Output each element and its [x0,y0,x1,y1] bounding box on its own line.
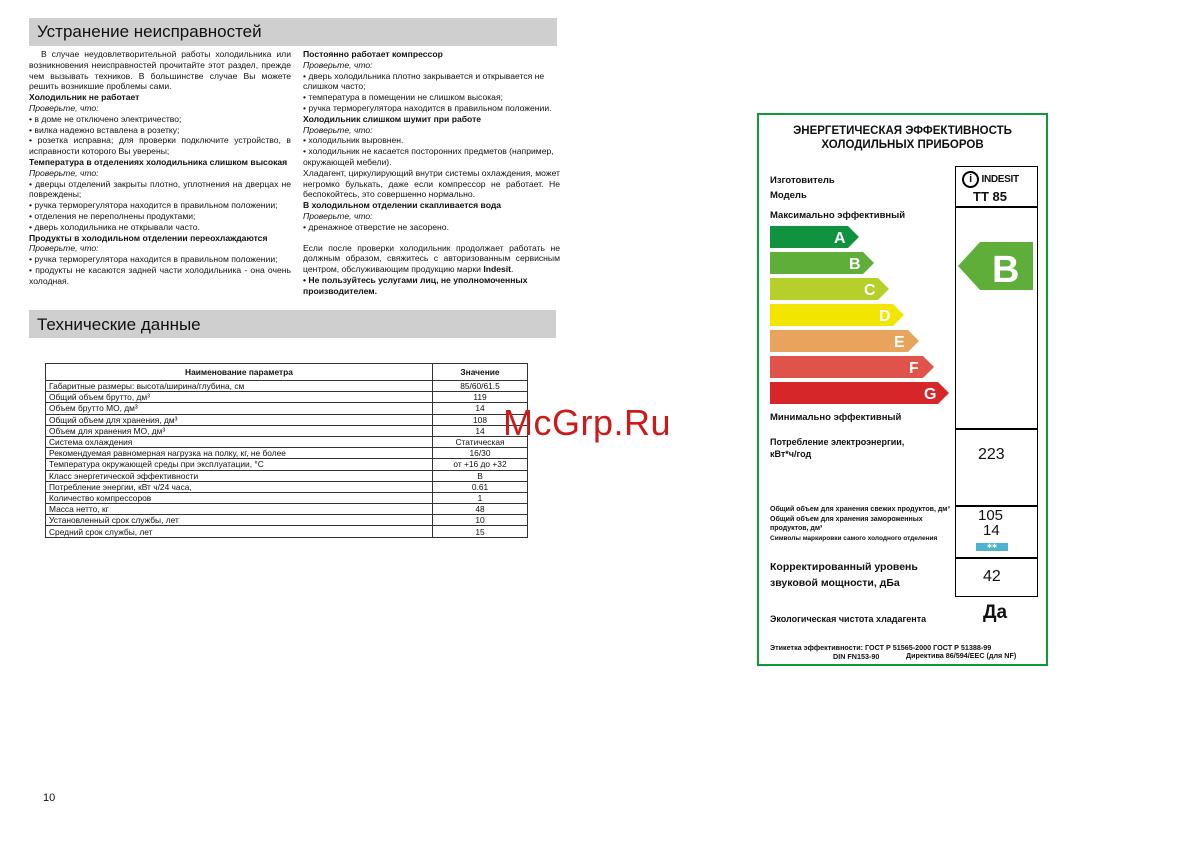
list-item: • дверь холодильника не открывали часто. [29,221,200,232]
list-item: • ручка терморегулятора находится в правильном положении; [29,200,278,211]
energy-label [757,113,1048,666]
check-label: Проверьте, что: [29,102,99,113]
indesit-logo [962,171,1019,188]
class-letter: E [894,334,905,351]
class-bar-g [770,382,950,404]
class-bar-e [770,330,920,352]
class-bar-c [770,278,890,300]
param-cell: Габаритные размеры: высота/ширина/глубина, см [46,381,433,392]
energy-label-title [759,124,1046,152]
param-cell: Объем брутто МО, дм³ [46,403,433,414]
energy-consumption-text: Потребление электроэнергии, [770,437,905,447]
list-item: • дверь холодильника плотно закрывается и открывается не слишком часто; [303,70,545,92]
noise-label-line-2: звуковой мощности, дБа [770,577,900,589]
value-cell: от +16 до +32 [433,459,528,470]
tech-table-body [46,381,528,538]
value-cell: 15 [433,526,528,537]
value-cell: 16/30 [433,448,528,459]
footer-line-2 [770,652,1040,661]
table-row [46,492,528,503]
param-cell: Рекомендуемая равномерная нагрузка на полку, кг, не более [46,448,433,459]
table-row [46,381,528,392]
brand-box [955,166,1038,208]
param-cell: Количество компрессоров [46,492,433,503]
class-letter: G [924,386,937,403]
param-cell: Общий объем для хранения, дм³ [46,414,433,425]
list-item: • ручка терморегулятора находится в правильном положении. [303,102,552,113]
model-value: TT 85 [973,189,1007,204]
value-cell: 119 [433,392,528,403]
label-footer [770,643,1040,661]
table-row [46,504,528,515]
compressor-heading: Постоянно работает компрессор [303,49,443,59]
list-item: • продукты не касаются задней части холодильника - она очень холодная. [29,264,291,286]
class-letter: A [834,230,846,247]
value-cell: 85/60/61.5 [433,381,528,392]
intro-text: В случае неудовлетворительной работы холодильника или возникновения неисправностей прочитайте этот раздел, прежде чем вызывать техников. В большинстве случае Вы можете решить возникшие проблемы сами. [29,49,291,92]
value-cell: 0.61 [433,481,528,492]
list-item: • ручка терморегулятора находится в правильном положении; [29,254,278,265]
model-label: Модель [770,190,807,201]
service-note-text: Если после проверки холодильник продолжает работать не должным образом, свяжитесь с авторизованным сервисным центром, обслуживающим продукцию марки [303,242,560,275]
table-row [46,481,528,492]
fresh-volume-value: 105 [978,507,1004,524]
table-row [46,414,528,425]
param-cell: Класс энергетической эффективности [46,470,433,481]
param-cell: Общий объем брутто, дм³ [46,392,433,403]
rating-letter: B [992,249,1020,290]
list-item: • дверцы отделений закрыты плотно, уплотнения на дверцах не повреждены; [29,178,291,200]
noise-box [955,557,1038,597]
table-row [46,448,528,459]
footer-standards: Этикетка эффективности: ГОСТ Р 51565-2000 ГОСТ Р 51388-99 [770,643,992,652]
footer-directive: Директива 86/594/EEC (для NF) [906,651,1017,660]
value-cell: 48 [433,504,528,515]
service-note: Если после проверки холодильник продолжает работать не должным образом, свяжитесь с авторизованным сервисным центром, обслуживающим продукцию марки Indesit. [303,242,560,275]
brand-name: Indesit [483,264,512,275]
energy-unit-text: кВт*ч/год [770,449,812,459]
maker-label: Изготовитель [770,175,835,186]
symbols-label: Символы маркировки самого холодного отделения [770,534,938,542]
min-efficiency-label: Минимально эффективный [770,412,902,423]
table-row [46,459,528,470]
water-heading: В холодильном отделении скапливается вода [303,200,502,211]
check-label: Проверьте, что: [29,243,99,254]
col-value-header: Значение [433,364,528,381]
class-bar-d [770,304,905,326]
noise-heading: Холодильник слишком шумит при работе [303,113,482,124]
list-item: • в доме не отключено электричество; [29,113,182,124]
troubleshooting-col-left [29,49,291,287]
brand-logo-text: INDESIT [981,174,1019,185]
list-item: • отделения не переполнены продуктами; [29,210,196,221]
class-letter: C [864,282,876,299]
check-label: Проверьте, что: [303,59,373,70]
value-cell: Статическая [433,436,528,447]
volume-labels [770,505,952,543]
frozen-volume-label: Общий объем для хранения замороженных продуктов, дм³ [770,515,923,532]
energy-value-box [955,428,1038,507]
table-row [46,403,528,414]
value-cell: B [433,470,528,481]
param-cell: Потребление энергии, кВт ч/24 часа, [46,481,433,492]
not-working-heading: Холодильник не работает [29,92,140,103]
title-line-1: ЭНЕРГЕТИЧЕСКАЯ ЭФФЕКТИВНОСТЬ [793,125,1012,137]
overcool-heading: Продукты в холодильном отделении переохлаждаются [29,232,268,243]
value-cell: 10 [433,515,528,526]
troubleshooting-col-right [303,49,560,297]
list-item: • розетка исправна; для проверки подключите устройство, в исправности которого Вы уверены; [29,135,291,157]
noise-label [770,559,918,591]
eco-value: Да [983,602,1008,623]
watermark: McGrp.Ru [503,402,672,443]
title-line-2: ХОЛОДИЛЬНЫХ ПРИБОРОВ [821,139,984,151]
frozen-volume-value: 14 [983,522,1000,539]
class-bar-shape [770,226,859,248]
class-letter: B [849,256,861,273]
tech-title: Технические данные [37,315,201,334]
table-row [46,392,528,403]
check-label: Проверьте, что: [303,124,373,135]
class-letter: F [909,360,919,377]
param-cell: Установленный срок службы, лет [46,515,433,526]
troubleshooting-title: Устранение неисправностей [37,22,262,41]
table-row [46,515,528,526]
param-cell: Объем для хранения МО, дм³ [46,425,433,436]
table-row [46,470,528,481]
energy-value: 223 [978,446,1005,463]
table-row [46,425,528,436]
param-cell: Масса нетто, кг [46,504,433,515]
list-item: • холодильник выровнен. [303,135,404,146]
noise-value: 42 [983,568,1001,585]
eco-label: Экологическая чистота хладагента [770,614,927,624]
class-letter: D [879,308,891,325]
rating-arrow [958,242,1033,290]
tech-table [45,363,528,538]
table-header-row [46,364,528,381]
class-bar-b [770,252,875,274]
max-efficiency-label: Максимально эффективный [770,210,906,221]
value-cell: 14 [433,403,528,414]
footer-din: DIN FN153-90 [833,652,880,661]
class-bar-f [770,356,935,378]
page-number: 10 [43,792,56,804]
rating-box [955,206,1038,430]
energy-consumption-label [770,436,904,460]
col-param-header: Наименование параметра [46,364,433,381]
param-cell: Средний срок службы, лет [46,526,433,537]
fresh-volume-label: Общий объем для хранения свежих продуктов, дм³ [770,506,950,513]
volume-box [955,505,1038,559]
troubleshooting-header [29,18,557,46]
list-item: • холодильник не касается посторонних предметов (например, окружающей мебели). [303,146,554,167]
list-item: • дренажное отверстие не засорено. [303,221,449,232]
value-cell: 14 [433,425,528,436]
param-cell: Температура окружающей среды при эксплуатации, °С [46,459,433,470]
value-cell: 108 [433,414,528,425]
star-rating-icon: ✱✱ [976,543,1008,551]
tech-header [29,310,556,338]
noise-label-line-1: Корректированный уровень [770,561,918,573]
check-label: Проверьте, что: [29,167,99,178]
list-item: • температура в помещении не слишком высокая; [303,92,504,103]
warning-text: • Не пользуйтесь услугами лиц, не уполномоченных производителем. [303,274,528,296]
logo-circle-icon: i [962,171,979,188]
table-row [46,436,528,447]
class-bar-shape [770,382,949,404]
check-label: Проверьте, что: [303,210,373,221]
class-bar-a [770,226,860,248]
temp-heading: Температура в отделениях холодильника слишком высокая [29,156,288,167]
value-cell: 1 [433,492,528,503]
table-row [46,526,528,537]
list-item: • вилка надежно вставлена в розетку; [29,124,180,135]
param-cell: Система охлаждения [46,436,433,447]
refrigerant-note: Хладагент, циркулирующий внутри системы охлаждения, может негромко булькать, даже если компрессор не работает. Не беспокойтесь, это совершенно нормально. [303,167,560,200]
